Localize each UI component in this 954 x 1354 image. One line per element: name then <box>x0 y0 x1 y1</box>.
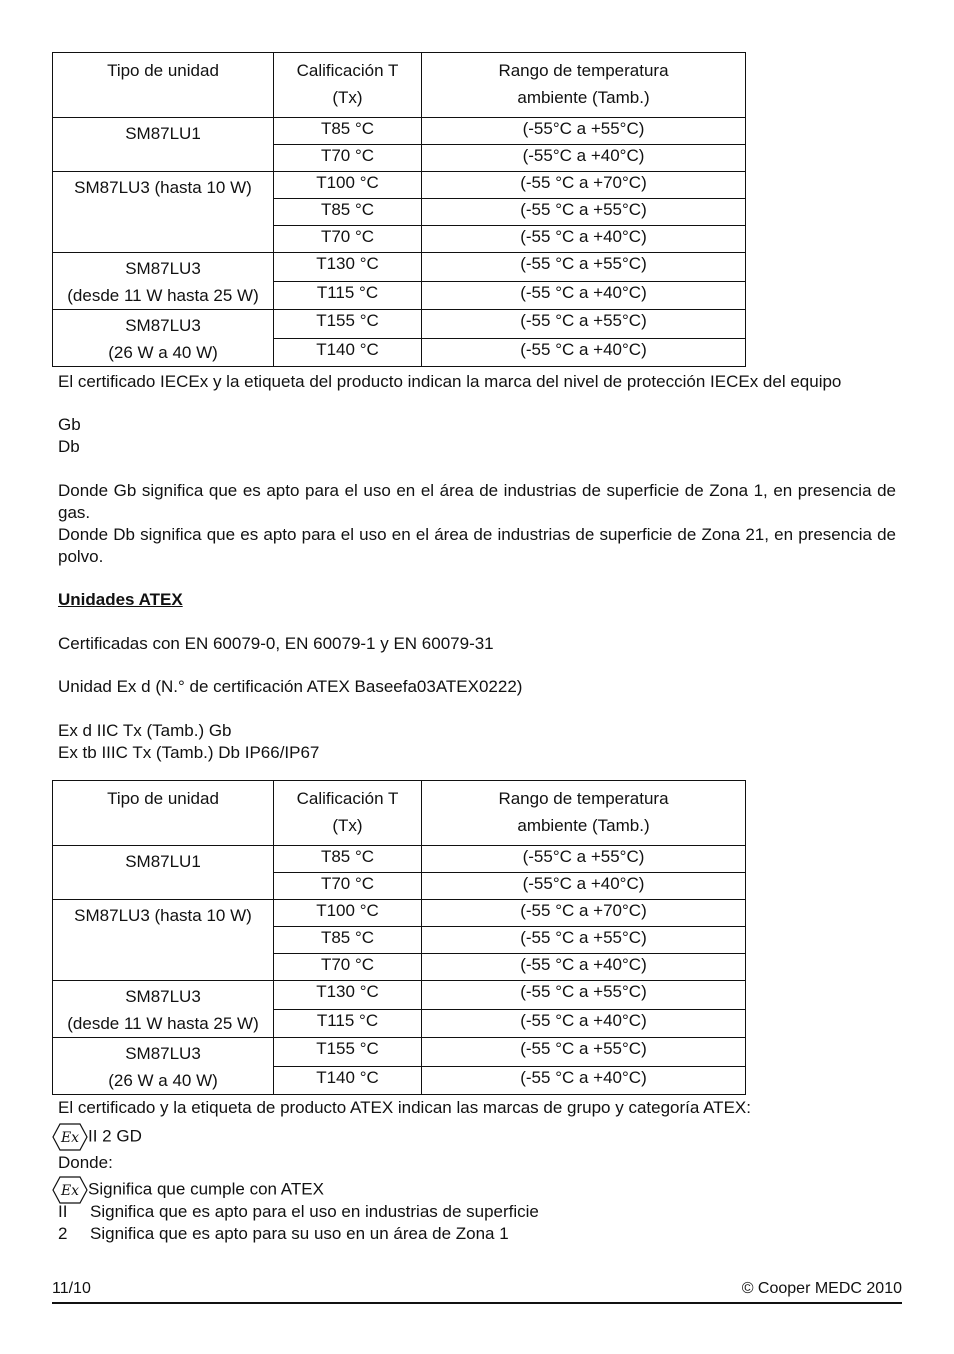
t-rating-cell: T85 °C <box>274 846 422 873</box>
header-t-rating: Calificación T (Tx) <box>274 781 422 846</box>
t-rating-cell: T140 °C <box>274 1066 422 1095</box>
t-rating-cell: T155 °C <box>274 1038 422 1067</box>
unit-type-cell: SM87LU1 <box>53 118 274 172</box>
ambient-range-cell: (-55°C a +40°C) <box>422 145 746 172</box>
table-header-row <box>53 781 746 846</box>
def-2-code: 2 <box>58 1224 68 1243</box>
atex-marks-statement: El certificado y la etiqueta de producto ATEX indican las marcas de grupo y categoría ATEX: <box>58 1098 751 1117</box>
t-rating-cell: T100 °C <box>274 900 422 927</box>
table-row <box>53 981 746 1010</box>
code-gb: Gb <box>58 415 81 434</box>
header-t-rating: Calificación T (Tx) <box>274 53 422 118</box>
ambient-range-cell: (-55 °C a +55°C) <box>422 310 746 339</box>
marking-extb: Ex tb IIIC Tx (Tamb.) Db IP66/IP67 <box>58 743 320 762</box>
temperature-table-atex <box>52 780 746 1095</box>
db-description: Donde Db significa que es apto para el uso en el área de industrias de superficie de Zona 21, en presencia de polvo. <box>58 525 896 566</box>
table-row <box>53 1038 746 1067</box>
temperature-table-iecex <box>52 52 746 367</box>
unit-type-cell: SM87LU3 (26 W a 40 W) <box>53 1038 274 1095</box>
unit-type-cell: SM87LU1 <box>53 846 274 900</box>
header-ambient-range: Rango de temperatura ambiente (Tamb.) <box>422 53 746 118</box>
t-rating-cell: T70 °C <box>274 145 422 172</box>
ex-mark-line <box>52 1123 142 1151</box>
ambient-range-cell: (-55 °C a +55°C) <box>422 927 746 954</box>
unit-type-cell: SM87LU3 (26 W a 40 W) <box>53 310 274 367</box>
ambient-range-cell: (-55°C a +55°C) <box>422 118 746 145</box>
ambient-range-cell: (-55 °C a +55°C) <box>422 199 746 226</box>
t-rating-cell: T85 °C <box>274 118 422 145</box>
t-rating-cell: T115 °C <box>274 1009 422 1038</box>
table-row <box>53 846 746 873</box>
svg-text:Ex: Ex <box>60 1130 80 1146</box>
ex-hexagon-icon <box>52 1176 88 1204</box>
ambient-range-cell: (-55 °C a +40°C) <box>422 338 746 367</box>
page-number: 11/10 <box>52 1280 91 1297</box>
table-row <box>53 172 746 199</box>
ambient-range-cell: (-55 °C a +70°C) <box>422 172 746 199</box>
t-rating-cell: T130 °C <box>274 981 422 1010</box>
header-ambient-range: Rango de temperatura ambiente (Tamb.) <box>422 781 746 846</box>
header-unit-type: Tipo de unidad <box>53 53 274 118</box>
ex-meaning-text: Significa que cumple con ATEX <box>88 1179 324 1199</box>
unit-type-cell: SM87LU3 (hasta 10 W) <box>53 900 274 981</box>
t-rating-cell: T100 °C <box>274 172 422 199</box>
def-ii-text: Significa que es apto para el uso en industrias de superficie <box>90 1202 539 1221</box>
footer-rule <box>52 1302 902 1304</box>
ambient-range-cell: (-55 °C a +40°C) <box>422 226 746 253</box>
ambient-range-cell: (-55 °C a +40°C) <box>422 954 746 981</box>
t-rating-cell: T70 °C <box>274 954 422 981</box>
code-db: Db <box>58 437 80 456</box>
t-rating-cell: T70 °C <box>274 226 422 253</box>
t-rating-cell: T85 °C <box>274 927 422 954</box>
unit-type-cell: SM87LU3 (hasta 10 W) <box>53 172 274 253</box>
ambient-range-cell: (-55°C a +40°C) <box>422 873 746 900</box>
ex-mark-text: II 2 GD <box>88 1126 142 1146</box>
certified-with: Certificadas con EN 60079-0, EN 60079-1 y EN 60079-31 <box>58 634 494 653</box>
svg-text:Ex: Ex <box>60 1183 80 1199</box>
ambient-range-cell: (-55 °C a +55°C) <box>422 1038 746 1067</box>
t-rating-cell: T130 °C <box>274 253 422 282</box>
def-ii <box>58 1201 539 1223</box>
ambient-range-cell: (-55°C a +55°C) <box>422 846 746 873</box>
table-header-row <box>53 53 746 118</box>
unit-exd: Unidad Ex d (N.° de certificación ATEX Baseefa03ATEX0222) <box>58 677 523 696</box>
def-ii-code: II <box>58 1202 68 1221</box>
iecex-statement: El certificado IECEx y la etiqueta del producto indican la marca del nivel de protección IECEx del equipo <box>58 372 842 391</box>
table-row <box>53 118 746 145</box>
unit-type-cell: SM87LU3 (desde 11 W hasta 25 W) <box>53 253 274 310</box>
ambient-range-cell: (-55 °C a +40°C) <box>422 281 746 310</box>
ambient-range-cell: (-55 °C a +70°C) <box>422 900 746 927</box>
unit-type-cell: SM87LU3 (desde 11 W hasta 25 W) <box>53 981 274 1038</box>
ambient-range-cell: (-55 °C a +55°C) <box>422 253 746 282</box>
ex-hexagon-icon <box>52 1123 88 1151</box>
marking-exd: Ex d IIC Tx (Tamb.) Gb <box>58 721 232 740</box>
def-2 <box>58 1223 509 1245</box>
t-rating-cell: T140 °C <box>274 338 422 367</box>
t-rating-cell: T70 °C <box>274 873 422 900</box>
table-row <box>53 253 746 282</box>
ambient-range-cell: (-55 °C a +40°C) <box>422 1066 746 1095</box>
def-2-text: Significa que es apto para su uso en un área de Zona 1 <box>90 1224 509 1243</box>
header-unit-type: Tipo de unidad <box>53 781 274 846</box>
t-rating-cell: T115 °C <box>274 281 422 310</box>
table-row <box>53 310 746 339</box>
t-rating-cell: T85 °C <box>274 199 422 226</box>
ex-meaning-line <box>52 1176 324 1204</box>
ambient-range-cell: (-55 °C a +55°C) <box>422 981 746 1010</box>
atex-heading: Unidades ATEX <box>58 590 183 609</box>
gb-description: Donde Gb significa que es apto para el uso en el área de industrias de superficie de Zona 1, en presencia de gas. <box>58 481 896 522</box>
ambient-range-cell: (-55 °C a +40°C) <box>422 1009 746 1038</box>
copyright: © Cooper MEDC 2010 <box>741 1280 902 1297</box>
t-rating-cell: T155 °C <box>274 310 422 339</box>
donde-label: Donde: <box>58 1153 113 1172</box>
table-row <box>53 900 746 927</box>
